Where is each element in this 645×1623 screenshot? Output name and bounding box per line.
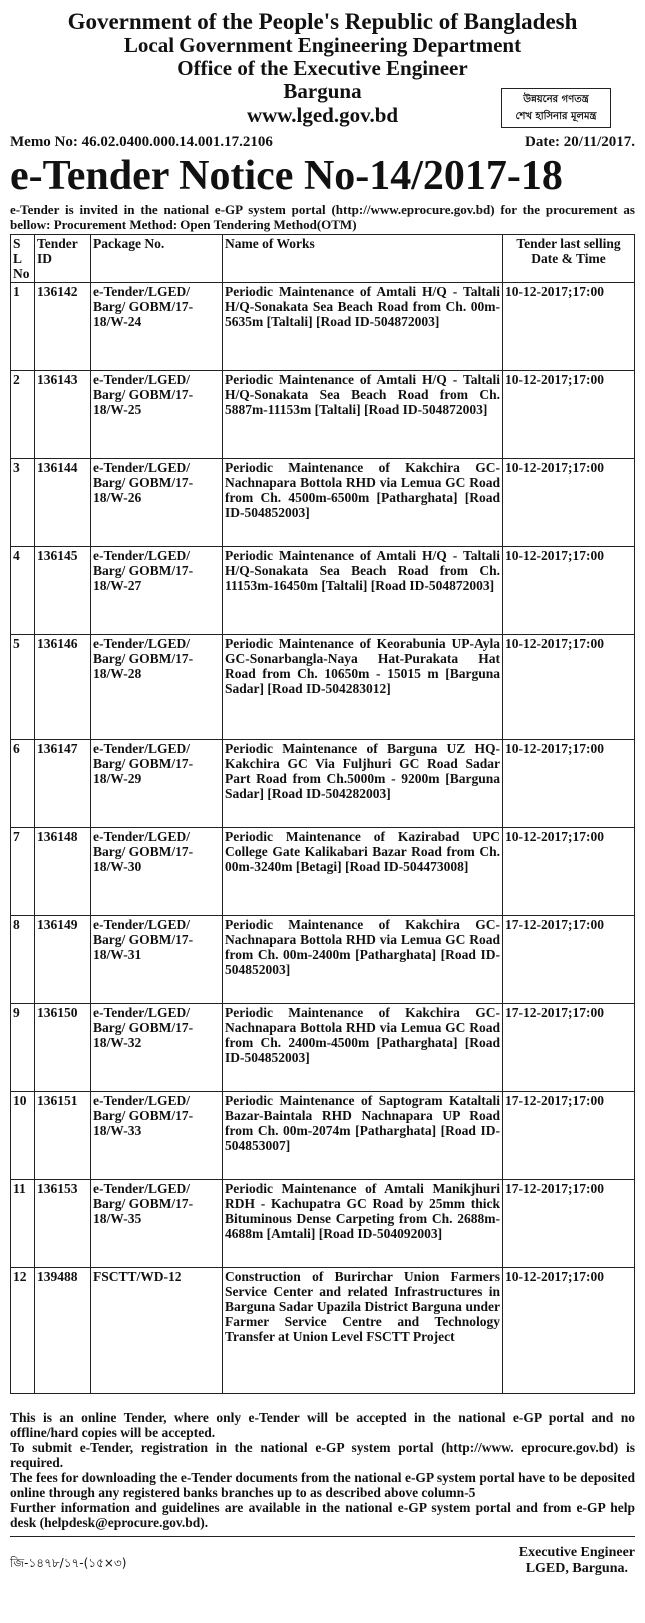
cell-tender-id: 136149	[35, 916, 91, 1004]
cell-package: e-Tender/LGED/ Barg/ GOBM/17-18/W-32	[91, 1004, 223, 1092]
table-row	[11, 828, 635, 916]
table-row	[11, 635, 635, 740]
cell-date: 17-12-2017;17:00	[503, 916, 635, 1004]
footer-divider	[10, 1536, 635, 1537]
cell-tender-id: 136153	[35, 1180, 91, 1268]
location-title: Barguna	[283, 79, 362, 103]
cell-works: Periodic Maintenance of Amtali H/Q - Taltali H/Q-Sonakata Sea Beach Road from Ch. 00m-5635m [Taltali] [Road ID-504872003]	[223, 283, 503, 371]
cell-date: 10-12-2017;17:00	[503, 459, 635, 547]
cell-package: e-Tender/LGED/ Barg/ GOBM/17-18/W-28	[91, 635, 223, 740]
signatory-title: Executive Engineer	[518, 1545, 635, 1560]
cell-tender-id: 136143	[35, 371, 91, 459]
cell-works: Periodic Maintenance of Amtali H/Q - Taltali H/Q-Sonakata Sea Beach Road from Ch. 11153m-16450m [Taltali] [Road ID-504872003]	[223, 547, 503, 635]
department-title: Local Government Engineering Department	[123, 33, 522, 57]
cell-date: 10-12-2017;17:00	[503, 547, 635, 635]
table-header-row	[11, 235, 635, 283]
cell-sl: 7	[11, 828, 35, 916]
table-row	[11, 1180, 635, 1268]
table-row	[11, 740, 635, 828]
cell-package: FSCTT/WD-12	[91, 1268, 223, 1394]
cell-works: Periodic Maintenance of Saptogram Kataltali Bazar-Baintala RHD Nachnapara UP Road from Ch. 00m-2074m [Patharghata] [Road ID-504853007]	[223, 1092, 503, 1180]
cell-sl: 9	[11, 1004, 35, 1092]
cell-date: 10-12-2017;17:00	[503, 283, 635, 371]
signatory-office: LGED, Barguna.	[525, 1561, 629, 1576]
header-package: Package No.	[91, 235, 223, 283]
header-sl: S L No	[11, 235, 35, 283]
cell-package: e-Tender/LGED/ Barg/ GOBM/17-18/W-26	[91, 459, 223, 547]
stamp-line-1: উন্নয়নের গণতন্ত্র	[523, 94, 589, 105]
memo-date: Date: 20/11/2017.	[525, 134, 635, 150]
cell-works: Periodic Maintenance of Amtali H/Q - Taltali H/Q-Sonakata Sea Beach Road from Ch. 5887m-11153m [Taltali] [Road ID-504872003]	[223, 371, 503, 459]
cell-works: Periodic Maintenance of Kakchira GC-Nachnapara Bottola RHD via Lemua GC Road from Ch. 2400m-4500m [Patharghata] [Road ID-504852003]	[223, 1004, 503, 1092]
signature-block	[519, 1545, 635, 1577]
table-row	[11, 459, 635, 547]
slogan-stamp	[501, 88, 611, 128]
cell-works: Periodic Maintenance of Barguna UZ HQ-Kakchira GC Via Fuljhuri GC Road Sadar Part Road from Ch.5000m - 9200m [Barguna Sadar] [Road ID-504282003]	[223, 740, 503, 828]
cell-works: Periodic Maintenance of Kakchira GC-Nachnapara Bottola RHD via Lemua GC Road from Ch. 4500m-6500m [Patharghata] [Road ID-504852003]	[223, 459, 503, 547]
cell-tender-id: 136147	[35, 740, 91, 828]
cell-tender-id: 136144	[35, 459, 91, 547]
cell-tender-id: 136148	[35, 828, 91, 916]
website-text: www.lged.gov.bd	[246, 103, 399, 127]
table-row	[11, 1004, 635, 1092]
cell-tender-id: 136146	[35, 635, 91, 740]
cell-tender-id: 139488	[35, 1268, 91, 1394]
tender-table	[10, 234, 635, 1394]
stamp-line-2: শেখ হাসিনার মূলমন্ত্র	[515, 111, 597, 122]
header-tender-id: Tender ID	[35, 235, 91, 283]
instruction-registration: To submit e-Tender, registration in the national e-GP system portal (http://www. eprocure.gov.bd) is required.	[10, 1440, 635, 1470]
cell-package: e-Tender/LGED/ Barg/ GOBM/17-18/W-25	[91, 371, 223, 459]
office-title: Office of the Executive Engineer	[177, 56, 468, 80]
cell-package: e-Tender/LGED/ Barg/ GOBM/17-18/W-27	[91, 547, 223, 635]
memo-number: Memo No: 46.02.0400.000.14.001.17.2106	[10, 134, 273, 150]
cell-tender-id: 136142	[35, 283, 91, 371]
notice-title: e-Tender Notice No-14/2017-18	[10, 153, 563, 199]
cell-sl: 10	[11, 1092, 35, 1180]
cell-date: 17-12-2017;17:00	[503, 1180, 635, 1268]
table-row	[11, 916, 635, 1004]
cell-works: Periodic Maintenance of Amtali Manikjhuri RDH - Kachupatra GC Road by 25mm thick Bituminous Dense Carpeting from Ch. 2688m-4688m [Amtali] [Road ID-504092003]	[223, 1180, 503, 1268]
cell-works: Periodic Maintenance of Kazirabad UPC College Gate Kalikabari Bazar Road from Ch. 00m-3240m [Betagi] [Road ID-504473008]	[223, 828, 503, 916]
cell-date: 17-12-2017;17:00	[503, 1004, 635, 1092]
cell-works: Construction of Burirchar Union Farmers Service Center and related Infrastructures in Barguna Sadar Upazila District Barguna under Farmer Service Centre and Technology Transfer at Union Level FSCTT Project	[223, 1268, 503, 1394]
cell-works: Periodic Maintenance of Keorabunia UP-Ayla GC-Sonarbangla-Naya Hat-Purakata Hat Road from Ch. 10650m - 15015 m [Barguna Sadar] [Road ID-504283012]	[223, 635, 503, 740]
cell-sl: 3	[11, 459, 35, 547]
footer	[10, 1545, 635, 1577]
cell-sl: 8	[11, 916, 35, 1004]
reference-code: জি-১৪৭৮/১৭-(১৫×৩)	[10, 1556, 127, 1570]
cell-package: e-Tender/LGED/ Barg/ GOBM/17-18/W-31	[91, 916, 223, 1004]
cell-sl: 1	[11, 283, 35, 371]
cell-sl: 4	[11, 547, 35, 635]
cell-works: Periodic Maintenance of Kakchira GC-Nachnapara Bottola RHD via Lemua GC Road from Ch. 00m-2400m [Patharghata] [Road ID-504852003]	[223, 916, 503, 1004]
cell-sl: 5	[11, 635, 35, 740]
cell-sl: 12	[11, 1268, 35, 1394]
tender-instructions	[10, 1410, 635, 1530]
cell-date: 10-12-2017;17:00	[503, 1268, 635, 1394]
cell-tender-id: 136145	[35, 547, 91, 635]
memo-row	[10, 133, 635, 151]
table-row	[11, 1092, 635, 1180]
cell-date: 10-12-2017;17:00	[503, 371, 635, 459]
cell-sl: 11	[11, 1180, 35, 1268]
table-row	[11, 1268, 635, 1394]
cell-date: 10-12-2017;17:00	[503, 740, 635, 828]
instruction-information: Further information and guidelines are available in the national e-GP system portal and from e-GP help desk (helpdesk@eprocure.gov.bd).	[10, 1500, 635, 1530]
cell-date: 17-12-2017;17:00	[503, 1092, 635, 1180]
cell-package: e-Tender/LGED/ Barg/ GOBM/17-18/W-29	[91, 740, 223, 828]
instruction-fees: The fees for downloading the e-Tender documents from the national e-GP system portal have to be deposited online through any registered banks branches up to as described above column-5	[10, 1470, 635, 1500]
table-row	[11, 371, 635, 459]
cell-tender-id: 136150	[35, 1004, 91, 1092]
intro-paragraph: e-Tender is invited in the national e-GP system portal (http://www.eprocure.gov.bd) for the procurement as bellow: Procurement Method: Open Tendering Method(OTM)	[10, 202, 635, 232]
cell-package: e-Tender/LGED/ Barg/ GOBM/17-18/W-24	[91, 283, 223, 371]
table-row	[11, 547, 635, 635]
header-works: Name of Works	[223, 235, 503, 283]
cell-tender-id: 136151	[35, 1092, 91, 1180]
instruction-online: This is an online Tender, where only e-Tender will be accepted in the national e-GP portal and no offline/hard copies will be accepted.	[10, 1410, 635, 1440]
header-date: Tender last selling Date & Time	[503, 235, 635, 283]
cell-sl: 2	[11, 371, 35, 459]
cell-date: 10-12-2017;17:00	[503, 635, 635, 740]
government-title: Government of the People's Republic of Bangladesh	[67, 9, 578, 34]
table-row	[11, 283, 635, 371]
cell-package: e-Tender/LGED/ Barg/ GOBM/17-18/W-30	[91, 828, 223, 916]
cell-sl: 6	[11, 740, 35, 828]
cell-date: 10-12-2017;17:00	[503, 828, 635, 916]
cell-package: e-Tender/LGED/ Barg/ GOBM/17-18/W-33	[91, 1092, 223, 1180]
cell-package: e-Tender/LGED/ Barg/ GOBM/17-18/W-35	[91, 1180, 223, 1268]
